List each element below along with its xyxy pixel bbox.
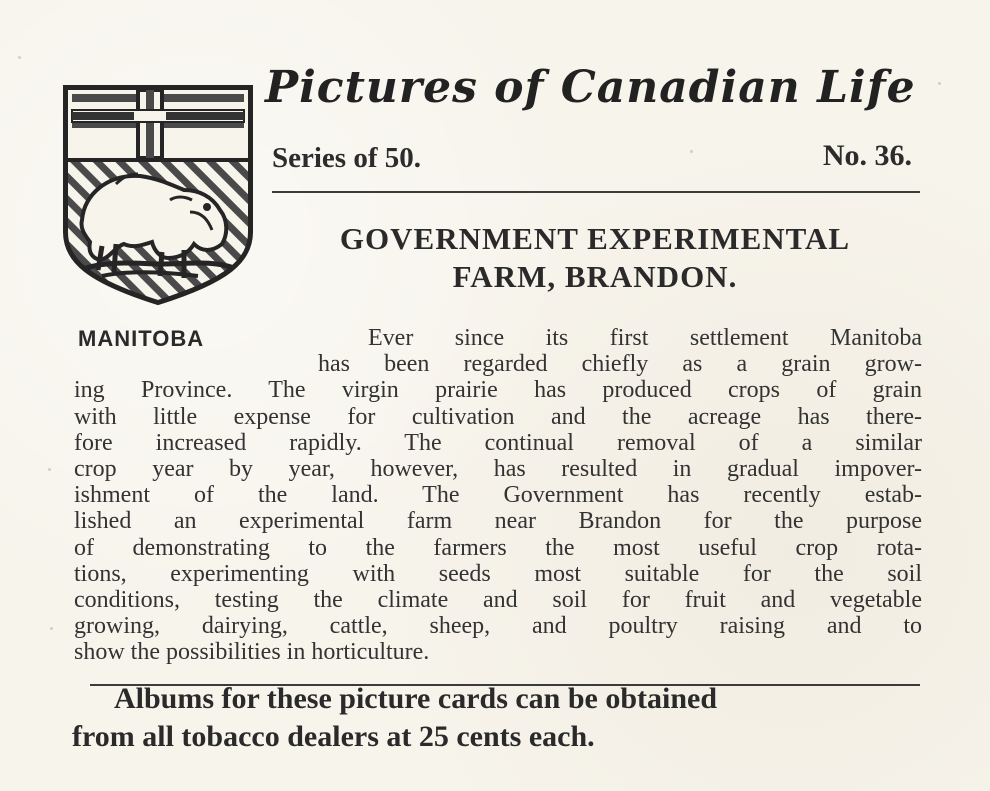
body-line-4: with little expense for cultivation and the acreage has there- xyxy=(74,403,922,430)
headline-line-2: FARM, BRANDON. xyxy=(452,259,738,294)
body-copy xyxy=(74,325,922,666)
paper-speck xyxy=(18,56,21,59)
province-label: MANITOBA xyxy=(78,326,205,351)
paper-speck xyxy=(50,627,53,630)
body-line-3: ing Province. The virgin prairie has produced crops of grain xyxy=(74,377,922,404)
crest-icon xyxy=(58,82,258,308)
body-line-6: crop year by year, however, has resulted in gradual impover- xyxy=(74,456,922,483)
paper-speck xyxy=(48,468,51,471)
body-line-9: of demonstrating to the farmers the most useful crop rota- xyxy=(74,534,922,561)
footer-line-2: from all tobacco dealers at 25 cents each. xyxy=(72,720,595,753)
headline-line-1: GOVERNMENT EXPERIMENTAL xyxy=(339,221,851,256)
body-line-7: ishment of the land. The Government has recently estab- xyxy=(74,482,922,509)
body-line-5: fore increased rapidly. The continual removal of a similar xyxy=(74,429,922,456)
body-line-13: show the possibilities in horticulture. xyxy=(74,639,430,666)
body-line-12: growing, dairying, cattle, sheep, and poultry raising and to xyxy=(74,613,922,640)
album-footer xyxy=(72,680,924,756)
body-line-10: tions, experimenting with seeds most suitable for the soil xyxy=(74,560,922,587)
paper-speck xyxy=(690,150,693,153)
card-number: No. 36. xyxy=(822,139,912,172)
series-label: Series of 50. xyxy=(272,142,421,174)
top-divider xyxy=(272,191,920,193)
body-line-2: has been regarded chiefly as a grain grow- xyxy=(318,351,922,378)
footer-line-1: Albums for these picture cards can be obtained xyxy=(114,682,718,715)
body-line-8: lished an experimental farm near Brandon for the purpose xyxy=(74,508,922,535)
body-line-11: conditions, testing the climate and soil for fruit and vegetable xyxy=(74,587,922,614)
card-title: Pictures of Canadian Life xyxy=(265,62,916,113)
paper-speck xyxy=(938,82,941,85)
headline xyxy=(270,220,920,296)
body-line-1: Ever since its first settlement Manitoba xyxy=(368,325,922,351)
